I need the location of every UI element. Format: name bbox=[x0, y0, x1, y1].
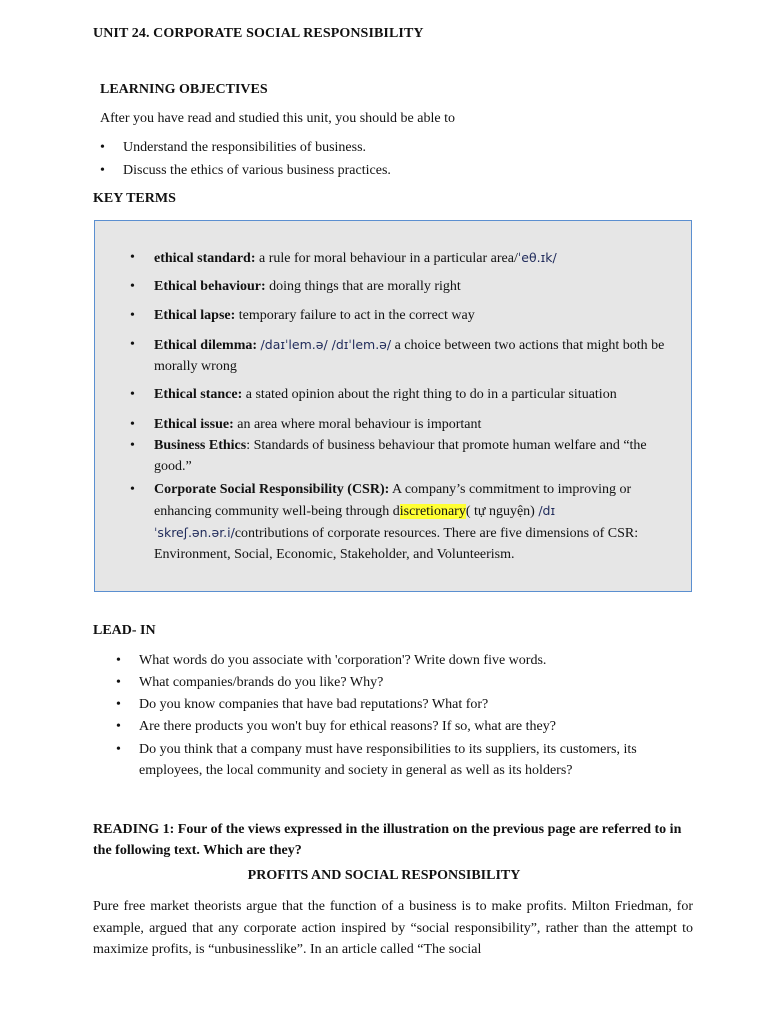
term-translation: ( tự nguyện) bbox=[465, 504, 539, 519]
term-label: ethical standard: bbox=[154, 251, 256, 266]
bullet-icon: • bbox=[130, 482, 135, 497]
bullet-icon: • bbox=[130, 438, 135, 453]
term-pronunciation: /daɪˈlem.ə/ /dɪˈlem.ə/ bbox=[260, 337, 392, 352]
term-definition-rest: contributions of corporate resources. There are five dimensions of CSR: Environment, Social, Economic, Stakeholder, and Volunteerism. bbox=[154, 526, 639, 562]
bullet-icon: • bbox=[130, 250, 135, 265]
key-term-item-csr bbox=[130, 479, 674, 565]
list-item: • Do you think that a company must have responsibilities to its suppliers, its customers, its employees, the local community and society in general as well as its holders? bbox=[118, 739, 698, 781]
list-item: • Are there products you won't buy for ethical reasons? If so, what are they? bbox=[118, 716, 698, 737]
term-label: Corporate Social Responsibility (CSR): bbox=[154, 482, 390, 497]
term-label: Ethical dilemma: bbox=[154, 338, 258, 353]
bullet-icon: • bbox=[116, 675, 121, 690]
term-definition: a stated opinion about the right thing to do in a particular situation bbox=[242, 387, 617, 402]
learning-objectives-intro: After you have read and studied this unit, you should be able to bbox=[100, 111, 455, 126]
bullet-icon: • bbox=[100, 163, 105, 178]
key-terms-heading: KEY TERMS bbox=[93, 191, 176, 206]
reading-heading: READING 1: Four of the views expressed in the illustration on the previous page are referred to in the following text. Which are they? bbox=[93, 822, 682, 858]
bullet-icon: • bbox=[130, 279, 135, 294]
term-label: Business Ethics bbox=[154, 438, 247, 453]
key-term-item bbox=[130, 414, 674, 435]
bullet-icon: • bbox=[116, 697, 121, 712]
term-pronunciation: /dɪ ˈskreʃ.ən.ər.i/ bbox=[154, 503, 556, 540]
key-term-item bbox=[130, 384, 674, 405]
term-label: Ethical stance: bbox=[154, 387, 243, 402]
term-definition: temporary failure to act in the correct way bbox=[235, 308, 475, 323]
term-definition: an area where moral behaviour is important bbox=[233, 417, 482, 432]
term-label: Ethical lapse: bbox=[154, 308, 236, 323]
term-definition: a rule for moral behaviour in a particular area/ bbox=[255, 251, 518, 266]
term-label: Ethical issue: bbox=[154, 417, 234, 432]
bullet-icon: • bbox=[100, 140, 105, 155]
list-item: • What words do you associate with 'corporation'? Write down five words. bbox=[118, 650, 698, 671]
learning-objectives-heading: LEARNING OBJECTIVES bbox=[100, 82, 268, 97]
bullet-icon: • bbox=[116, 742, 121, 757]
highlighted-word: iscretionary bbox=[399, 504, 466, 519]
bullet-icon: • bbox=[116, 719, 121, 734]
key-term-item bbox=[130, 276, 674, 297]
key-term-item bbox=[130, 435, 674, 477]
term-definition: : Standards of business behaviour that promote human welfare and “the good.” bbox=[154, 438, 647, 474]
term-definition: doing things that are morally right bbox=[265, 279, 461, 294]
bullet-icon: • bbox=[130, 417, 135, 432]
term-label: Ethical behaviour: bbox=[154, 279, 266, 294]
term-definition-rest: a choice between two actions that might both be morally wrong bbox=[154, 338, 665, 374]
bullet-icon: • bbox=[130, 308, 135, 323]
list-item: • Do you know companies that have bad reputations? What for? bbox=[118, 694, 698, 715]
key-term-item bbox=[130, 305, 674, 326]
page-title: UNIT 24. CORPORATE SOCIAL RESPONSIBILITY bbox=[93, 26, 424, 41]
term-pronunciation: ˈeθ.ɪk/ bbox=[517, 250, 557, 265]
list-item: • What companies/brands do you like? Why? bbox=[118, 672, 698, 693]
term-definition: A company’s commitment to improving or enhancing community well-being through d bbox=[154, 482, 632, 519]
key-term-item bbox=[130, 247, 674, 269]
lead-in-heading: LEAD- IN bbox=[93, 623, 156, 638]
bullet-icon: • bbox=[130, 387, 135, 402]
reading-paragraph: Pure free market theorists argue that the function of a business is to make profits. Milton Friedman, for example, argued that any corporate action inspired by “social responsibility”, rather than the attempt to maximize profits, is “unbusinesslike”. In an article called “The social bbox=[93, 899, 693, 957]
key-term-item bbox=[130, 334, 674, 377]
bullet-icon: • bbox=[116, 653, 121, 668]
bullet-icon: • bbox=[130, 337, 135, 352]
reading-subheading: PROFITS AND SOCIAL RESPONSIBILITY bbox=[247, 868, 521, 883]
